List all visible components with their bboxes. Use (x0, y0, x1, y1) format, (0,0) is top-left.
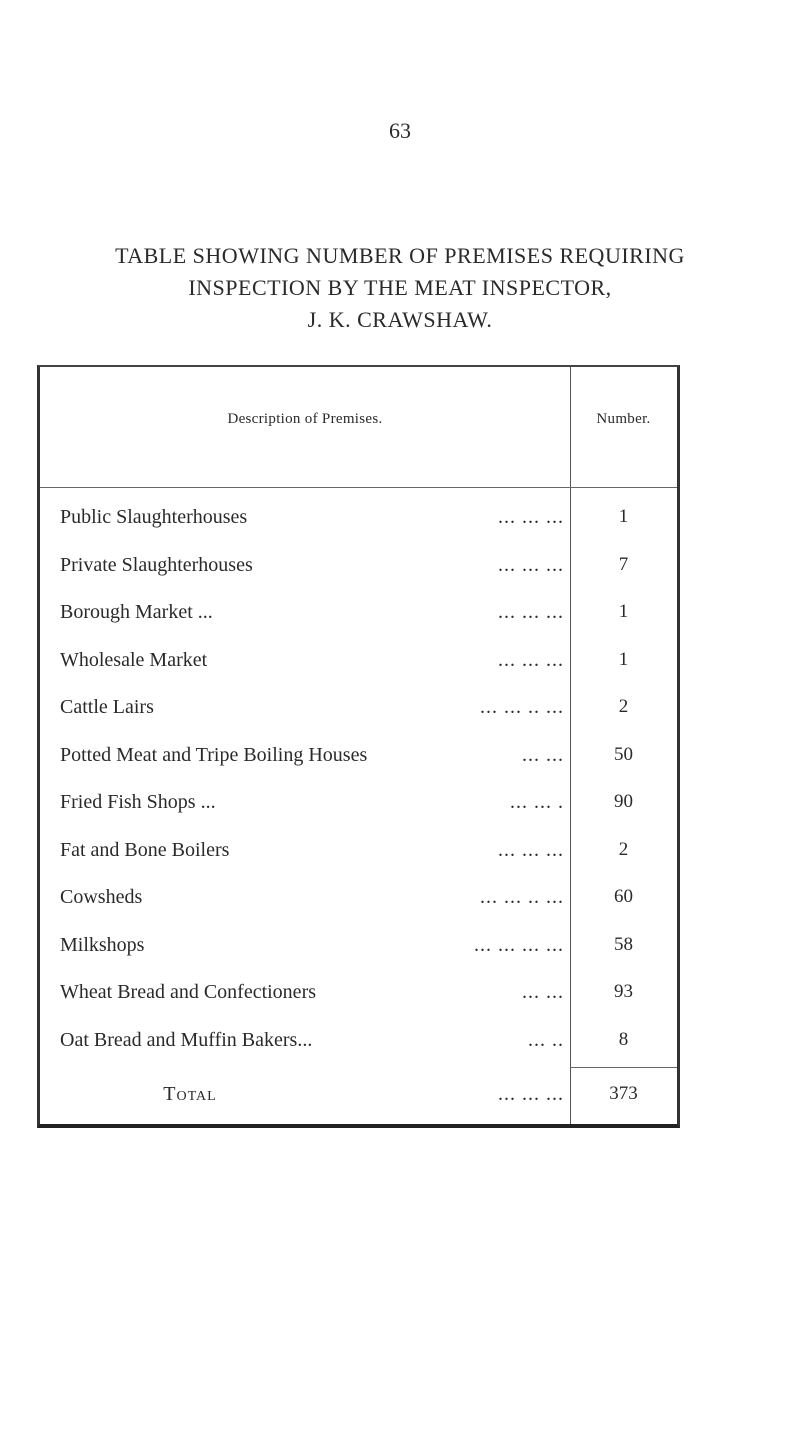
row-leader: ... ... ... (498, 506, 564, 528)
row-number: 1 (618, 506, 629, 527)
table-row (40, 882, 677, 912)
table-row (40, 645, 677, 675)
row-number: 2 (618, 838, 629, 860)
row-leader: ... ... (522, 743, 564, 766)
table-row (40, 1025, 677, 1055)
row-number: 58 (614, 933, 633, 955)
row-leader: ... ... ... (498, 648, 564, 671)
header-rule (40, 487, 677, 488)
row-description: Borough Market ... (60, 601, 213, 623)
row-description: Fried Fish Shops ... (60, 791, 216, 813)
row-description: Cattle Lairs (60, 696, 154, 718)
row-description: Cowsheds (60, 886, 143, 908)
row-description: Private Slaughterhouses (60, 553, 253, 576)
row-leader: ... ... ... (498, 838, 564, 861)
table-row (40, 930, 677, 960)
row-leader: ... ... ... ... (474, 933, 564, 956)
row-leader: ... ... .. ... (480, 696, 564, 718)
row-number: 1 (618, 601, 629, 622)
total-number: 373 (609, 1083, 638, 1104)
table-row (40, 835, 677, 865)
row-description: Wheat Bread and Confectioners (60, 981, 317, 1003)
table-row (40, 597, 677, 627)
row-number: 93 (614, 981, 633, 1002)
row-leader: ... ... .. ... (480, 886, 564, 908)
total-row (40, 1079, 677, 1109)
page-title (0, 240, 800, 336)
row-number: 90 (614, 791, 633, 812)
table-row (40, 977, 677, 1007)
total-leader: ... ... ... (498, 1083, 564, 1105)
row-description: Potted Meat and Tripe Boiling Houses (60, 743, 368, 766)
total-label: Total (163, 1083, 217, 1105)
row-leader: ... ... ... (498, 553, 564, 576)
table-row (40, 787, 677, 817)
header-number: Number. (596, 411, 651, 427)
row-number: 50 (614, 743, 633, 765)
table-row (40, 740, 677, 770)
row-number: 7 (618, 553, 629, 575)
premises-table (37, 365, 680, 1128)
table-row (40, 550, 677, 580)
total-rule (570, 1067, 677, 1068)
row-leader: ... ... ... (498, 601, 564, 623)
row-leader: ... ... (522, 981, 564, 1003)
title-line-1: TABLE SHOWING NUMBER OF PREMISES REQUIRING (115, 243, 685, 268)
row-description: Wholesale Market (60, 648, 208, 671)
title-line-2: INSPECTION BY THE MEAT INSPECTOR, (188, 275, 612, 300)
row-leader: ... .. (528, 1028, 564, 1051)
row-number: 1 (618, 648, 629, 670)
row-description: Oat Bread and Muffin Bakers... (60, 1028, 313, 1051)
row-number: 60 (614, 886, 633, 907)
row-description: Milkshops (60, 933, 145, 956)
row-leader: ... ... . (510, 791, 564, 813)
row-description: Fat and Bone Boilers (60, 838, 230, 861)
table-row (40, 502, 677, 532)
page-number: 63 (389, 118, 411, 143)
table-row (40, 692, 677, 722)
title-line-3: J. K. CRAWSHAW. (307, 307, 493, 332)
row-description: Public Slaughterhouses (60, 506, 248, 528)
row-number: 2 (618, 696, 629, 717)
row-number: 8 (618, 1028, 629, 1050)
header-description: Description of Premises. (227, 411, 383, 427)
